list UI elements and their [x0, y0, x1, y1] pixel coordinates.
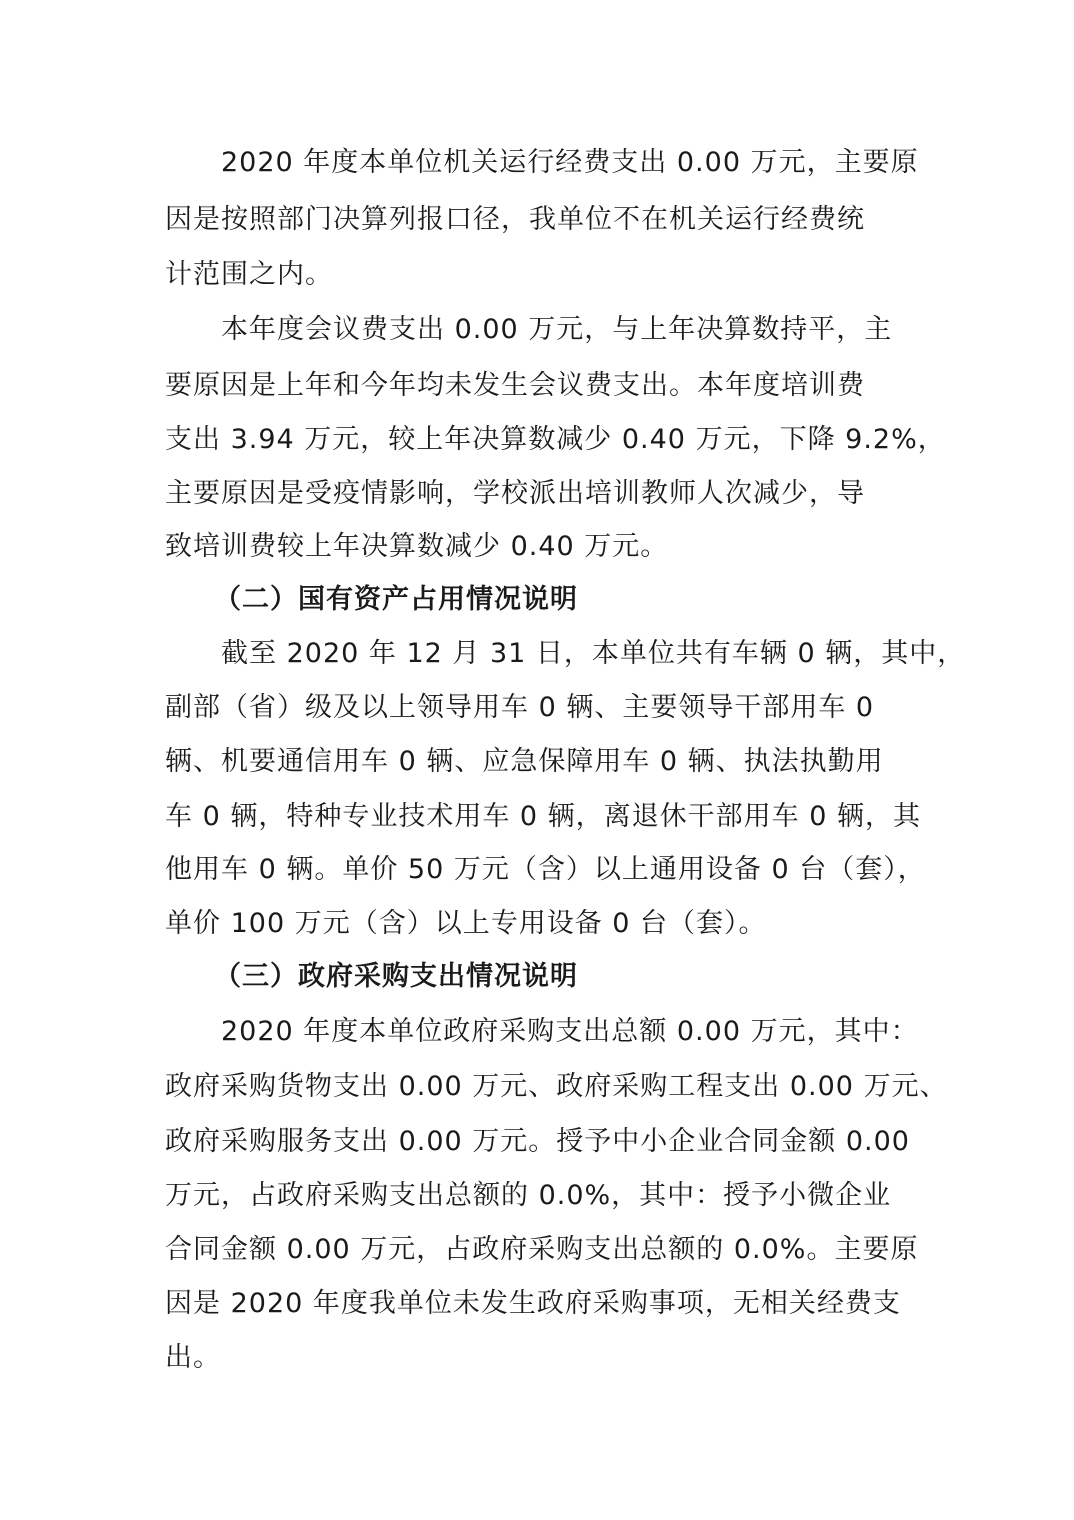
paragraph-3-line-2: 副部（省）级及以上领导用车 0 辆、主要领导干部用车 0 [165, 692, 875, 723]
paragraph-2-line-3: 支出 3.94 万元，较上年决算数减少 0.40 万元，下降 9.2%， [165, 424, 946, 455]
paragraph-4-line-3: 政府采购服务支出 0.00 万元。授予中小企业合同金额 0.00 [165, 1126, 910, 1157]
paragraph-4-line-4: 万元，占政府采购支出总额的 0.0%，其中：授予小微企业 [165, 1180, 892, 1211]
paragraph-4-line-5: 合同金额 0.00 万元，占政府采购支出总额的 0.0%。主要原 [165, 1234, 919, 1265]
paragraph-2-line-1: 本年度会议费支出 0.00 万元，与上年决算数持平，主 [221, 314, 893, 345]
section-heading-procurement: （三）政府采购支出情况说明 [214, 961, 578, 992]
paragraph-3-line-4: 车 0 辆，特种专业技术用车 0 辆，离退休干部用车 0 辆，其 [165, 801, 922, 832]
section-heading-assets: （二）国有资产占用情况说明 [214, 584, 578, 615]
paragraph-2-line-4: 主要原因是受疫情影响，学校派出培训教师人次减少，导 [165, 478, 865, 509]
paragraph-1-line-3: 计范围之内。 [165, 259, 333, 290]
paragraph-3-line-3: 辆、机要通信用车 0 辆、应急保障用车 0 辆、执法执勤用 [165, 746, 884, 777]
paragraph-1-line-2: 因是按照部门决算列报口径，我单位不在机关运行经费统 [165, 204, 865, 235]
paragraph-3-line-5: 他用车 0 辆。单价 50 万元（含）以上通用设备 0 台（套）， [165, 854, 926, 885]
paragraph-4-line-6: 因是 2020 年度我单位未发生政府采购事项，无相关经费支 [165, 1288, 901, 1319]
paragraph-3-line-6: 单价 100 万元（含）以上专用设备 0 台（套）。 [165, 908, 767, 939]
paragraph-2-line-2: 要原因是上年和今年均未发生会议费支出。本年度培训费 [165, 370, 865, 401]
paragraph-3-line-1: 截至 2020 年 12 月 31 日，本单位共有车辆 0 辆，其中， [221, 638, 966, 669]
paragraph-4-line-1: 2020 年度本单位政府采购支出总额 0.00 万元，其中： [221, 1016, 919, 1047]
paragraph-4-line-2: 政府采购货物支出 0.00 万元、政府采购工程支出 0.00 万元、 [165, 1071, 948, 1102]
paragraph-4-line-7: 出。 [165, 1342, 221, 1373]
paragraph-2-line-5: 致培训费较上年决算数减少 0.40 万元。 [165, 531, 669, 562]
paragraph-1-line-1: 2020 年度本单位机关运行经费支出 0.00 万元，主要原 [221, 147, 919, 178]
